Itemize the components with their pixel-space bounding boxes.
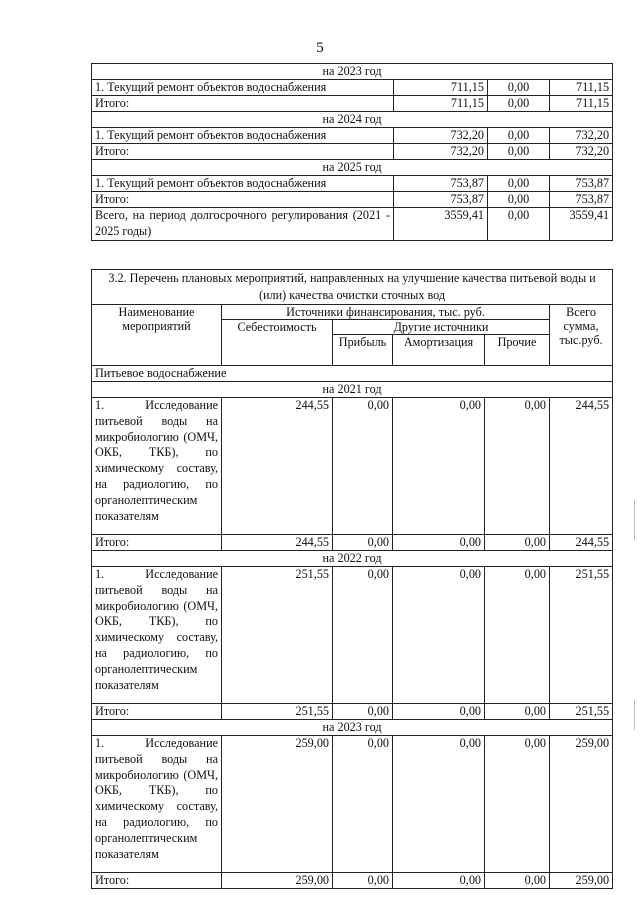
cell-other: 0,00 bbox=[485, 567, 550, 704]
header-profit: Прибыль bbox=[333, 335, 393, 366]
item-name: 1. Исследование питьевой воды на микробиологию (ОМЧ, ОКБ, ТКБ), по химическому составу, на радиологию, по органолептическим показателям bbox=[92, 567, 222, 704]
cell-total: 251,55 bbox=[550, 704, 613, 720]
subtotal-label: Итого: bbox=[92, 535, 222, 551]
cell-value: 0,00 bbox=[488, 176, 550, 192]
cell-cost: 259,00 bbox=[222, 736, 333, 873]
cell-profit: 0,00 bbox=[333, 535, 393, 551]
year-row: на 2021 год bbox=[92, 382, 613, 398]
cell-profit: 0,00 bbox=[333, 736, 393, 873]
cell-value: 753,87 bbox=[394, 176, 488, 192]
cell-amortization: 0,00 bbox=[393, 873, 485, 889]
repair-works-table bbox=[91, 63, 613, 241]
cell-total: 244,55 bbox=[550, 398, 613, 535]
cell-value: 711,15 bbox=[550, 96, 613, 112]
header-name: Наименование мероприятий bbox=[92, 305, 222, 366]
header-cost: Себестоимость bbox=[222, 320, 333, 366]
cell-value: 732,20 bbox=[550, 128, 613, 144]
item-name: 1. Исследование питьевой воды на микробиологию (ОМЧ, ОКБ, ТКБ), по химическому составу, на радиологию, по органолептическим показателям bbox=[92, 398, 222, 535]
total-name: Всего, на период долгосрочного регулирования (2021 - 2025 годы) bbox=[92, 208, 394, 241]
row-name: 1. Текущий ремонт объектов водоснабжения bbox=[92, 176, 394, 192]
total-row bbox=[92, 208, 613, 241]
header-other: Другие источники bbox=[333, 320, 550, 335]
cell-amortization: 0,00 bbox=[393, 567, 485, 704]
cell-value: 0,00 bbox=[488, 208, 550, 241]
table-row bbox=[92, 192, 613, 208]
cell-cost: 251,55 bbox=[222, 704, 333, 720]
year-row: на 2023 год bbox=[92, 720, 613, 736]
scan-mark bbox=[634, 500, 635, 540]
row-name: Итого: bbox=[92, 144, 394, 160]
cell-value: 3559,41 bbox=[550, 208, 613, 241]
row-name: Итого: bbox=[92, 96, 394, 112]
cell-amortization: 0,00 bbox=[393, 704, 485, 720]
year-row: на 2022 год bbox=[92, 551, 613, 567]
subtotal-row bbox=[92, 704, 613, 720]
cell-value: 753,87 bbox=[550, 192, 613, 208]
section-title: 3.2. Перечень плановых мероприятий, направленных на улучшение качества питьевой воды и (или) качества очистки сточных вод bbox=[92, 270, 613, 305]
water-quality-measures-table bbox=[91, 269, 613, 889]
header-amortization: Амортизация bbox=[393, 335, 485, 366]
cell-value: 711,15 bbox=[394, 96, 488, 112]
table-row bbox=[92, 736, 613, 873]
year-row: на 2023 год bbox=[92, 64, 613, 80]
row-name: 1. Текущий ремонт объектов водоснабжения bbox=[92, 128, 394, 144]
category-row bbox=[92, 366, 613, 382]
cell-other: 0,00 bbox=[485, 535, 550, 551]
cell-value: 732,20 bbox=[394, 128, 488, 144]
cell-amortization: 0,00 bbox=[393, 398, 485, 535]
cell-profit: 0,00 bbox=[333, 398, 393, 535]
cell-value: 732,20 bbox=[394, 144, 488, 160]
cell-cost: 244,55 bbox=[222, 535, 333, 551]
cell-profit: 0,00 bbox=[333, 873, 393, 889]
cell-value: 3559,41 bbox=[394, 208, 488, 241]
header-row bbox=[92, 305, 613, 320]
cell-cost: 244,55 bbox=[222, 398, 333, 535]
table-row bbox=[92, 176, 613, 192]
subtotal-row bbox=[92, 873, 613, 889]
page-number: 5 bbox=[316, 40, 324, 56]
cell-value: 0,00 bbox=[488, 96, 550, 112]
section-title-row bbox=[92, 270, 613, 305]
cell-other: 0,00 bbox=[485, 736, 550, 873]
cell-amortization: 0,00 bbox=[393, 736, 485, 873]
cell-value: 732,20 bbox=[550, 144, 613, 160]
table-row bbox=[92, 96, 613, 112]
subtotal-row bbox=[92, 535, 613, 551]
header-other-misc: Прочие bbox=[485, 335, 550, 366]
cell-value: 753,87 bbox=[394, 192, 488, 208]
table-row bbox=[92, 80, 613, 96]
cell-total: 259,00 bbox=[550, 736, 613, 873]
cell-amortization: 0,00 bbox=[393, 535, 485, 551]
cell-other: 0,00 bbox=[485, 873, 550, 889]
cell-value: 0,00 bbox=[488, 128, 550, 144]
scan-mark bbox=[634, 700, 635, 730]
cell-total: 251,55 bbox=[550, 567, 613, 704]
cell-other: 0,00 bbox=[485, 398, 550, 535]
cell-value: 711,15 bbox=[394, 80, 488, 96]
header-sources: Источники финансирования, тыс. руб. bbox=[222, 305, 550, 320]
cell-total: 244,55 bbox=[550, 535, 613, 551]
cell-value: 711,15 bbox=[550, 80, 613, 96]
cell-value: 0,00 bbox=[488, 144, 550, 160]
subtotal-label: Итого: bbox=[92, 704, 222, 720]
cell-value: 0,00 bbox=[488, 80, 550, 96]
year-row: на 2025 год bbox=[92, 160, 613, 176]
cell-value: 0,00 bbox=[488, 192, 550, 208]
row-name: 1. Текущий ремонт объектов водоснабжения bbox=[92, 80, 394, 96]
cell-profit: 0,00 bbox=[333, 704, 393, 720]
header-total: Всего сумма, тыс.руб. bbox=[550, 305, 613, 366]
cell-profit: 0,00 bbox=[333, 567, 393, 704]
cell-cost: 251,55 bbox=[222, 567, 333, 704]
cell-value: 753,87 bbox=[550, 176, 613, 192]
table-row bbox=[92, 398, 613, 535]
table-row bbox=[92, 128, 613, 144]
table-row bbox=[92, 567, 613, 704]
table-row bbox=[92, 144, 613, 160]
item-name: 1. Исследование питьевой воды на микробиологию (ОМЧ, ОКБ, ТКБ), по химическому составу, на радиологию, по органолептическим показателям bbox=[92, 736, 222, 873]
year-row: на 2024 год bbox=[92, 112, 613, 128]
category-label: Питьевое водоснабжение bbox=[92, 366, 613, 382]
cell-total: 259,00 bbox=[550, 873, 613, 889]
row-name: Итого: bbox=[92, 192, 394, 208]
cell-other: 0,00 bbox=[485, 704, 550, 720]
cell-cost: 259,00 bbox=[222, 873, 333, 889]
subtotal-label: Итого: bbox=[92, 873, 222, 889]
